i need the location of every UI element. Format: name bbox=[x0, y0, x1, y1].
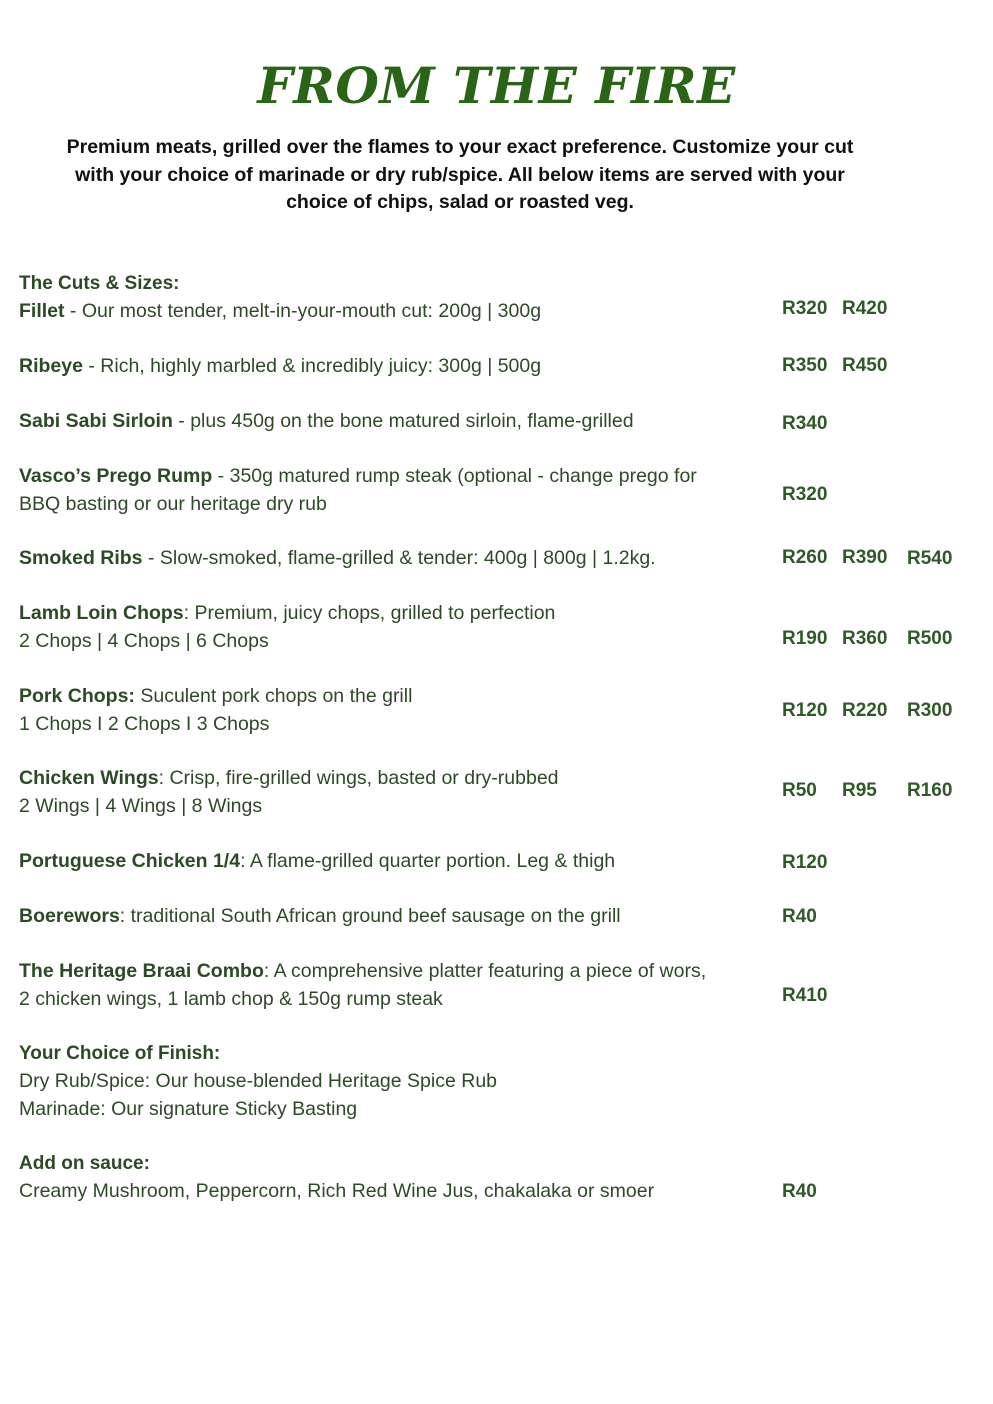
cuts-heading: The Cuts & Sizes: bbox=[19, 273, 180, 294]
item-description-line2: 2 Wings | 4 Wings | 8 Wings bbox=[19, 794, 263, 817]
item-price: R340 bbox=[782, 413, 828, 434]
item-description: : traditional South African ground beef sausage on the grill bbox=[119, 905, 621, 927]
finish-marinade: Marinade: Our signature Sticky Basting bbox=[19, 1097, 358, 1120]
sauce-list: Creamy Mushroom, Peppercorn, Rich Red Wine Jus, chakalaka or smoer bbox=[19, 1180, 655, 1202]
menu-item-boerewors bbox=[19, 903, 774, 931]
item-description: - Slow-smoked, flame-grilled & tender: 400g | 800g | 1.2kg. bbox=[142, 547, 656, 569]
item-price: R500 bbox=[907, 628, 953, 649]
item-name: Chicken Wings bbox=[19, 767, 159, 789]
item-description: Suculent pork chops on the grill bbox=[134, 685, 413, 707]
item-price: R95 bbox=[842, 780, 877, 801]
item-price: R420 bbox=[842, 298, 888, 319]
item-price: R220 bbox=[842, 700, 888, 721]
finish-options bbox=[19, 1068, 774, 1123]
intro-text: Premium meats, grilled over the flames to your exact preference. Customize your cut with your choice of marinade or dry rub/spice. All below items are served with your choice of chips, salad or roasted veg. bbox=[66, 136, 854, 213]
finish-dry-rub: Dry Rub/Spice: Our house-blended Heritage Spice Rub bbox=[19, 1070, 498, 1092]
finish-heading: Your Choice of Finish: bbox=[19, 1043, 221, 1064]
item-price: R300 bbox=[907, 700, 953, 721]
menu-item-chicken-wings bbox=[19, 765, 774, 820]
item-description: : A comprehensive platter featuring a piece of wors, bbox=[263, 960, 707, 982]
item-price: R120 bbox=[782, 852, 828, 873]
sauce-options bbox=[19, 1178, 774, 1206]
item-description: - plus 450g on the bone matured sirloin, flame-grilled bbox=[172, 410, 634, 432]
sauce-price: R40 bbox=[782, 1181, 817, 1202]
item-price: R40 bbox=[782, 906, 817, 927]
item-price: R120 bbox=[782, 700, 828, 721]
item-description: : A flame-grilled quarter portion. Leg & thigh bbox=[240, 850, 616, 872]
item-price: R390 bbox=[842, 547, 888, 568]
item-price: R360 bbox=[842, 628, 888, 649]
menu-item-ribeye bbox=[19, 353, 774, 381]
item-description-line2: BBQ basting or our heritage dry rub bbox=[19, 492, 327, 515]
item-name: Pork Chops: bbox=[19, 685, 135, 707]
item-name: Fillet bbox=[19, 300, 65, 322]
item-name: Lamb Loin Chops bbox=[19, 602, 184, 624]
item-price: R320 bbox=[782, 298, 828, 319]
item-description: - 350g matured rump steak (optional - change prego for bbox=[212, 465, 697, 487]
item-description: : Crisp, fire-grilled wings, basted or dry-rubbed bbox=[158, 767, 559, 789]
item-name: Smoked Ribs bbox=[19, 547, 143, 569]
menu-item-pork-chops bbox=[19, 683, 774, 738]
item-name: Boerewors bbox=[19, 905, 120, 927]
item-price: R50 bbox=[782, 780, 817, 801]
item-price: R190 bbox=[782, 628, 828, 649]
item-price: R540 bbox=[907, 548, 953, 569]
item-price: R160 bbox=[907, 780, 953, 801]
item-name: Sabi Sabi Sirloin bbox=[19, 410, 173, 432]
item-description: - Rich, highly marbled & incredibly juicy: 300g | 500g bbox=[82, 355, 542, 377]
item-description: : Premium, juicy chops, grilled to perfection bbox=[183, 602, 556, 624]
item-price: R320 bbox=[782, 484, 828, 505]
menu-item-lamb-loin-chops bbox=[19, 600, 774, 655]
item-name: Portuguese Chicken 1/4 bbox=[19, 850, 241, 872]
menu-item-portuguese-chicken bbox=[19, 848, 774, 876]
sauce-heading: Add on sauce: bbox=[19, 1153, 150, 1174]
menu-item-fillet bbox=[19, 298, 774, 326]
page-title: FROM THE FIRE bbox=[257, 56, 736, 115]
item-price: R410 bbox=[782, 985, 828, 1006]
item-name: Vasco’s Prego Rump bbox=[19, 465, 213, 487]
item-description-line2: 1 Chops I 2 Chops I 3 Chops bbox=[19, 712, 270, 735]
item-price: R350 bbox=[782, 355, 828, 376]
menu-item-prego-rump bbox=[19, 463, 774, 518]
item-price: R260 bbox=[782, 547, 828, 568]
item-description: - Our most tender, melt-in-your-mouth cut: 200g | 300g bbox=[64, 300, 542, 322]
item-name: The Heritage Braai Combo bbox=[19, 960, 264, 982]
menu-item-smoked-ribs bbox=[19, 545, 774, 573]
menu-item-braai-combo bbox=[19, 958, 774, 1013]
item-description-line2: 2 Chops | 4 Chops | 6 Chops bbox=[19, 629, 269, 652]
item-name: Ribeye bbox=[19, 355, 83, 377]
item-price: R450 bbox=[842, 355, 888, 376]
menu-item-sabi-sabi-sirloin bbox=[19, 408, 774, 436]
item-description-line2: 2 chicken wings, 1 lamb chop & 150g rump steak bbox=[19, 987, 443, 1010]
